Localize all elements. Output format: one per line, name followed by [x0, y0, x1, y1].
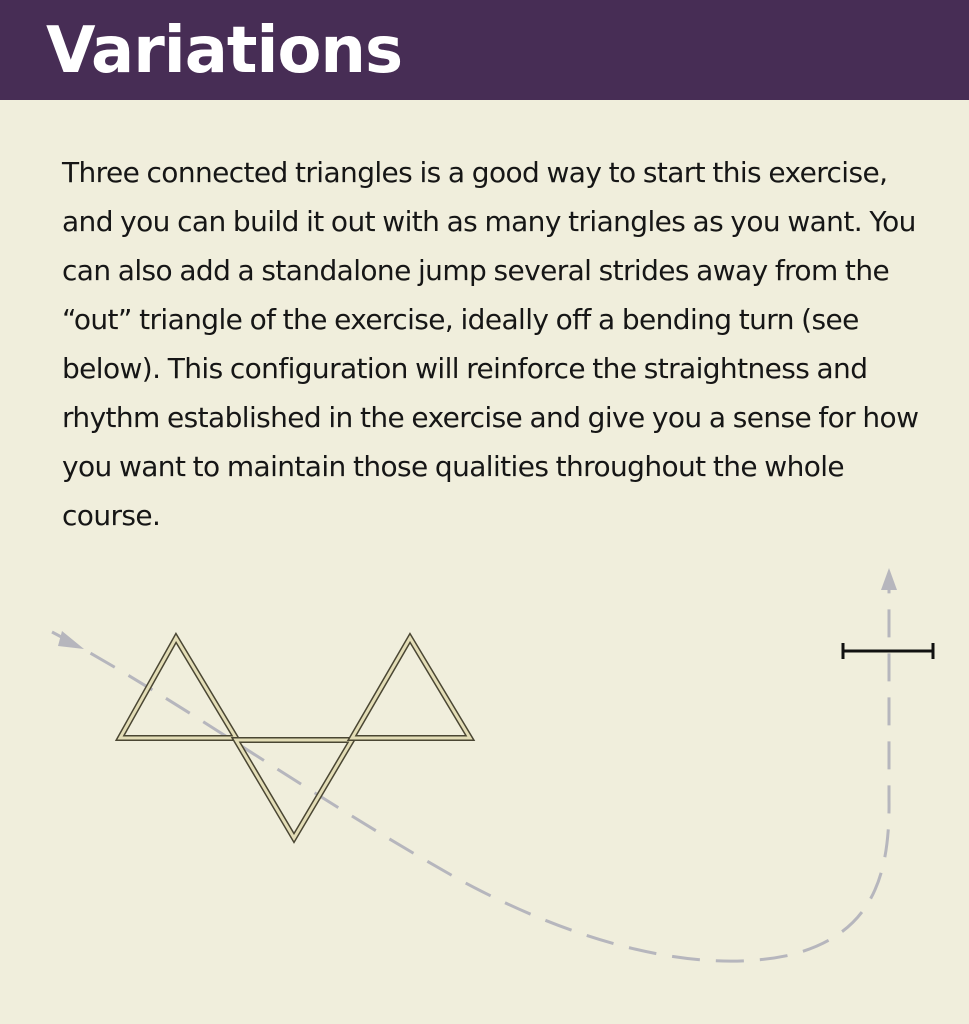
triangle-jump-right — [352, 638, 470, 738]
body-paragraph: Three connected triangles is a good way to start this exercise, and you can build it out with as many triangles as you want. You can also add a standalone jump several strides away from the “out” triangle of the exercise, ideally off a bending turn (see below). This configuration will reinforce the straightness and rhythm established in the exercise and give you a sense for how you want to maintain those qualities throughout the whole course. — [62, 156, 919, 532]
page-title: Variations — [46, 14, 403, 88]
exit-arrow-icon — [881, 568, 897, 590]
triangle-jump-left — [120, 638, 236, 738]
entry-arrow-icon — [58, 631, 84, 649]
